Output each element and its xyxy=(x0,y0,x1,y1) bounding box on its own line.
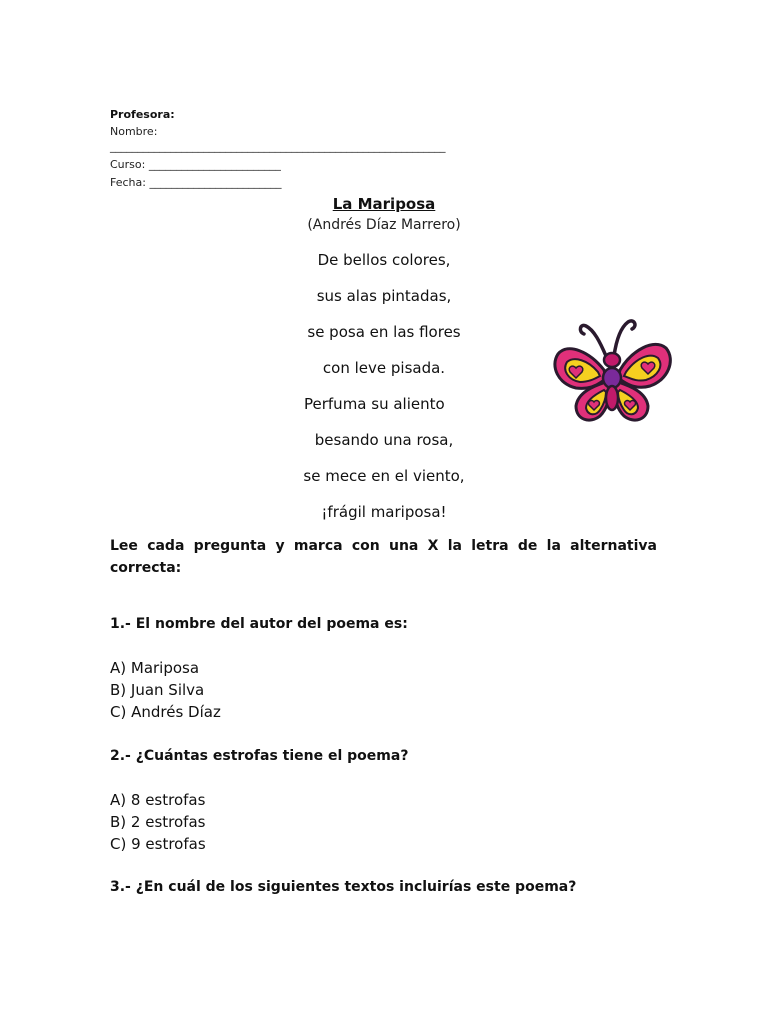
poem-line: sus alas pintadas, xyxy=(316,287,452,305)
answer-option[interactable]: B) Juan Silva xyxy=(110,681,205,699)
poem-author: (Andrés Díaz Marrero) xyxy=(307,217,461,233)
instructions-line: Lee cada pregunta y marca con una X la letra de la alternativa xyxy=(110,538,657,554)
question-1: 1.- El nombre del autor del poema es: xyxy=(110,616,408,632)
butterfly-icon xyxy=(550,312,676,430)
poem-line: De bellos colores, xyxy=(317,251,451,269)
question-3: 3.- ¿En cuál de los siguientes textos incluirías este poema? xyxy=(110,879,577,895)
name-label: Nombre: xyxy=(110,125,158,138)
answer-option[interactable]: B) 2 estrofas xyxy=(110,813,206,831)
teacher-label: Profesora: xyxy=(110,108,175,121)
name-line: _____________________________________________________________ xyxy=(110,140,446,153)
poem-line: besando una rosa, xyxy=(314,431,454,449)
question-2: 2.- ¿Cuántas estrofas tiene el poema? xyxy=(110,748,409,764)
poem-line: ¡frágil mariposa! xyxy=(321,503,447,521)
answer-option[interactable]: A) Mariposa xyxy=(110,659,200,677)
instructions-line: correcta: xyxy=(110,560,182,576)
poem-line: con leve pisada. xyxy=(322,359,446,377)
answer-option[interactable]: C) 9 estrofas xyxy=(110,835,206,853)
answer-option[interactable]: C) Andrés Díaz xyxy=(110,703,221,721)
poem-line: se mece en el viento, xyxy=(303,467,465,485)
course-label: Curso: ________________________ xyxy=(110,158,281,171)
poem-title: La Mariposa xyxy=(332,195,436,213)
poem-line: se posa en las flores xyxy=(307,323,461,341)
date-label: Fecha: ________________________ xyxy=(110,176,282,189)
answer-option[interactable]: A) 8 estrofas xyxy=(110,791,206,809)
poem-line: Perfuma su aliento xyxy=(304,395,445,413)
